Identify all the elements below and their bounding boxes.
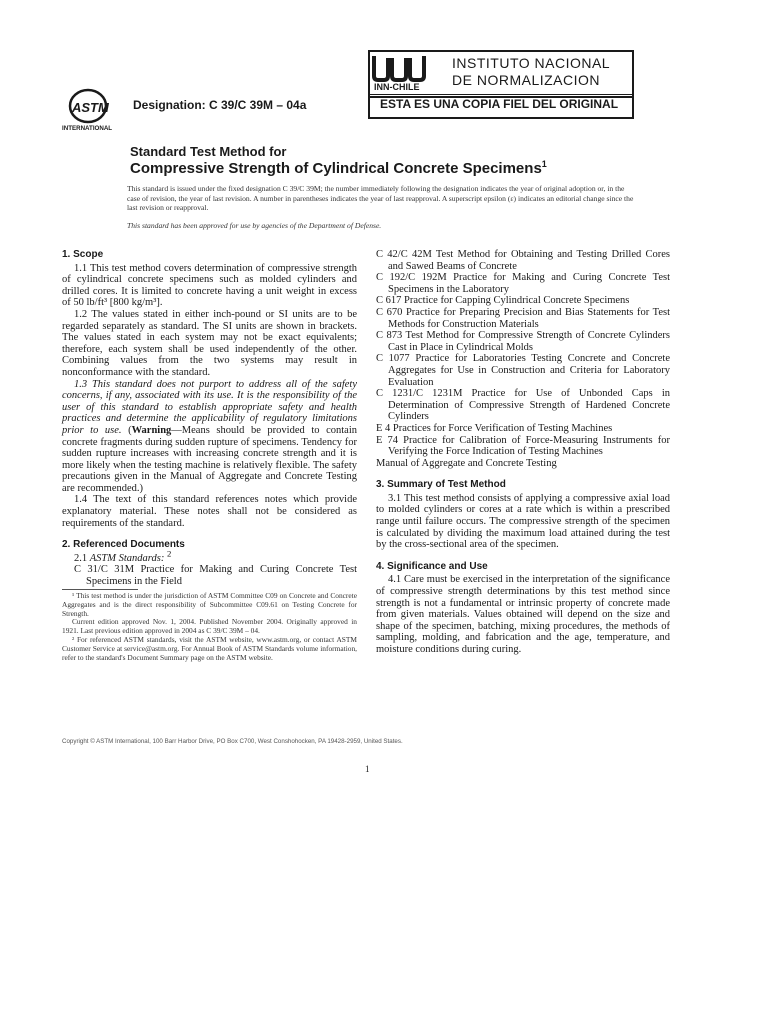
- reference-item: C 1077 Practice for Laboratories Testing Concrete and Concrete Aggregates for Use in Construction and Criteria for Laboratory Evaluation: [376, 353, 670, 388]
- safety-statement: 1.3 This standard does not purport to address all of the safety concerns, if any, associated with its use. It is the responsibility of the user of this standard to establish appropriate safety and health practices and determine the applicability of regulatory limitations prior to use.: [62, 378, 357, 436]
- inn-logo-text: INN-CHILE: [374, 82, 420, 92]
- footnote-rule: [62, 589, 138, 590]
- astm-logo-label: INTERNATIONAL: [62, 125, 113, 132]
- footnote-1: ¹ This test method is under the jurisdiction of ASTM Committee C09 on Concrete and Concrete Aggregates and is the direct responsibility of Subcommittee C09.61 on Testing Concrete for Strength.: [62, 591, 357, 618]
- footnote-1-edition: Current edition approved Nov. 1, 2004. Published November 2004. Originally approved in 1921. Last previous edition approved in 2004 as C 39/C 39M – 04.: [62, 617, 357, 636]
- section-scope-heading: 1. Scope: [62, 249, 104, 260]
- reference-item: C 670 Practice for Preparing Precision and Bias Statements for Test Methods for Construction Materials: [376, 306, 670, 330]
- scope-1-3: [62, 379, 357, 495]
- reference-item: C 873 Test Method for Compressive Strength of Concrete Cylinders Cast in Place in Cylindrical Molds: [376, 330, 670, 353]
- summary-3-1: 3.1 This test method consists of applying a compressive axial load to molded cylinders or cores at a rate which is within a prescribed range until failure occurs. The compressive strength of the specimen is calculated by dividing the maximum load attained during the test by the cross-sectional area of the specimen.: [376, 492, 670, 551]
- title-text: Compressive Strength of Cylindrical Concrete Specimens: [130, 160, 542, 177]
- copy-notice: ESTA ES UNA COPIA FIEL DEL ORIGINAL: [380, 97, 619, 111]
- page-number: 1: [365, 764, 370, 774]
- standard-issue-note: This standard is issued under the fixed designation C 39/C 39M; the number immediately following the designation indicates the year of original adoption or, in the case of revision, the year of last revision. A number in parentheses indicates the year of last reapproval. A superscript epsilon (ε) indicates an editorial change since the last revision or reapproval.: [127, 184, 634, 213]
- title-line1: Standard Test Method for: [130, 144, 287, 159]
- designation: Designation: C 39/C 39M – 04a: [133, 98, 307, 112]
- warning-open-paren: (: [128, 424, 132, 436]
- institute-name-line1: INSTITUTO NACIONAL: [452, 55, 611, 71]
- scope-1-4: 1.4 The text of this standard references notes which provide explanatory material. These notes shall not be considered as requirements of the standard.: [62, 494, 357, 529]
- title-footnote-ref: 1: [541, 159, 547, 169]
- reference-manual: Manual of Aggregate and Concrete Testing: [376, 457, 557, 469]
- left-column: [62, 249, 357, 588]
- section-referenced-documents-heading: 2. Referenced Documents: [62, 539, 185, 551]
- reference-item: C 1231/C 1231M Practice for Use of Unbonded Caps in Determination of Compressive Strength of Hardened Concrete Cylinders: [376, 388, 670, 423]
- refdocs-2-1-number: 2.1: [74, 552, 88, 564]
- astm-logo: [60, 88, 124, 132]
- warning-label: Warning: [131, 424, 172, 436]
- footnotes: [62, 592, 357, 662]
- section-significance-heading: 4. Significance and Use: [376, 560, 488, 572]
- svg-text:ASTM: ASTM: [72, 100, 109, 115]
- institute-name-line2: DE NORMALIZACION: [452, 72, 601, 88]
- reference-item: C 617 Practice for Capping Cylindrical Concrete Specimens: [376, 295, 630, 307]
- reference-item: E 74 Practice for Calibration of Force-Measuring Instruments for Verifying the Force Indication of Testing Machines: [376, 434, 670, 458]
- significance-4-1: 4.1 Care must be exercised in the interpretation of the significance of compressive strength determinations by this test method since strength is not a fundamental or intrinsic property of concrete made from given materials. Values obtained will depend on the size and shape of the specimen, batching, mixing procedures, the methods of sampling, molding, and fabrication and the age, temperature, and moisture conditions during curing.: [376, 574, 670, 655]
- scope-1-2: 1.2 The values stated in either inch-pound or SI units are to be regarded separately as standard. The SI units are shown in brackets. The values stated in each system may not be exact equivalents; therefore, each system shall be used independently of the other. Combining values from the two systems may result in nonconformance with the standard.: [62, 308, 357, 378]
- reference-c31: C 31/C 31M Practice for Making and Curing Concrete Test Specimens in the Field: [74, 564, 357, 588]
- footnote-ref-2: 2: [166, 548, 172, 559]
- copyright-line: Copyright © ASTM International, 100 Barr Harbor Drive, PO Box C700, West Conshohocken, PA 19428-2959, United States.: [62, 738, 403, 745]
- right-column: [376, 249, 670, 656]
- dod-approval-note: This standard has been approved for use by agencies of the Department of Defense.: [127, 221, 382, 230]
- section-summary-heading: 3. Summary of Test Method: [376, 479, 506, 491]
- astm-standards-label: ASTM Standards:: [89, 552, 165, 564]
- refdocs-2-1: [62, 548, 357, 565]
- warning-text: —Means should be provided to contain concrete fragments during sudden rupture of specimens. Tendency for sudden rupture increases with increasing concrete strength and it is more likely when the testing machine is relatively flexible. The safety precautions given in the Manual of Aggregate and Concrete Testing are recommended.): [62, 424, 357, 494]
- reference-item: C 192/C 192M Practice for Making and Curing Concrete Test Specimens in the Laboratory: [376, 272, 670, 295]
- reference-item: C 42/C 42M Test Method for Obtaining and Testing Drilled Cores and Sawed Beams of Concrete: [376, 249, 670, 272]
- scope-1-1: 1.1 This test method covers determination of compressive strength of cylindrical concrete specimens such as molded cylinders and drilled cores. It is limited to concrete having a unit weight in excess of 50 lb/ft³ [800 kg/m³].: [62, 262, 357, 309]
- inn-chile-logo: [370, 52, 436, 92]
- footnote-2: ² For referenced ASTM standards, visit the ASTM website, www.astm.org, or contact ASTM Customer Service at service@astm.org. For Annual Book of ASTM Standards volume information, refer to the standard's Document Summary page on the ASTM website.: [62, 634, 357, 662]
- reference-item: E 4 Practices for Force Verification of Testing Machines: [376, 422, 613, 434]
- title-line2: [130, 160, 547, 177]
